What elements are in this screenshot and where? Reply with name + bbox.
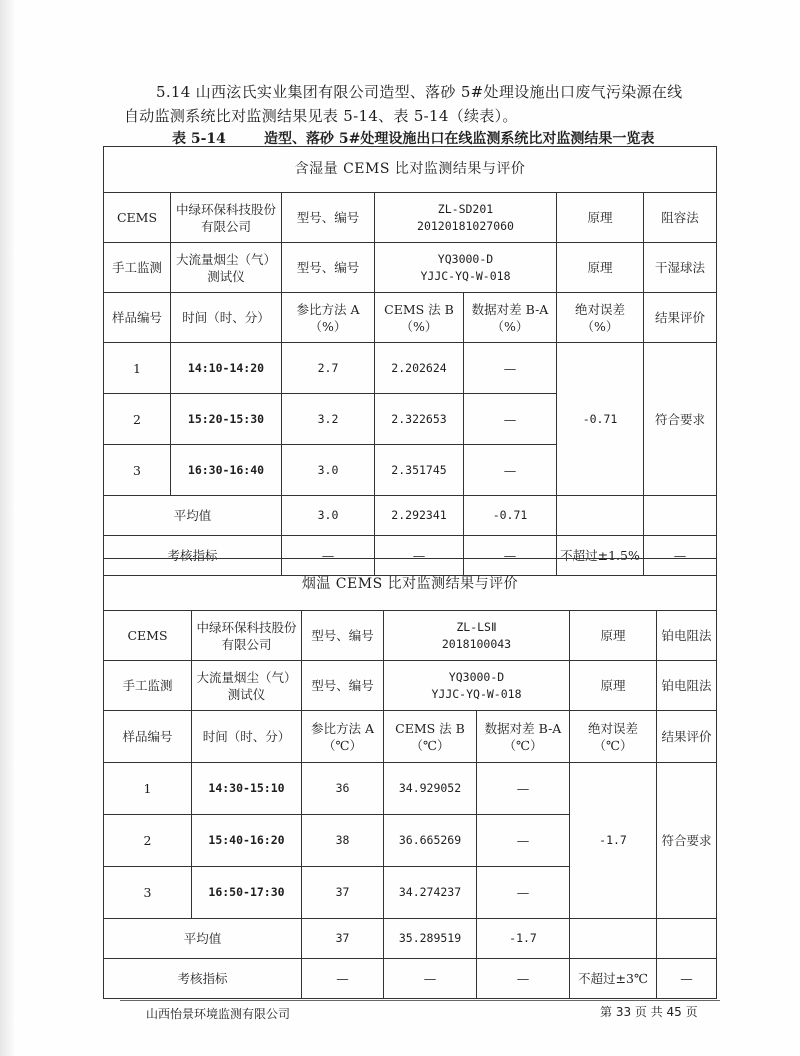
humidity-comparison-table [103, 146, 717, 576]
average-empty-cell [570, 919, 657, 959]
table-caption [172, 128, 654, 148]
cems-info-row [104, 193, 717, 243]
section-title: 烟温 CEMS 比对监测结果与评价 [104, 559, 717, 611]
sample-id: 3 [104, 445, 171, 496]
manual-label: 手工监测 [104, 243, 171, 293]
header-cems-label: CEMS 法 B [395, 720, 465, 736]
model-label: 型号、编号 [282, 193, 375, 243]
diff-value: — [464, 445, 557, 496]
header-ref [302, 711, 384, 763]
table-number: 表 5-14 [172, 131, 226, 147]
average-label: 平均值 [104, 496, 282, 536]
header-diff [464, 293, 557, 343]
manual-serial: YJJC-YQ-W-018 [431, 686, 522, 701]
diff-value: — [477, 763, 570, 815]
average-empty-cell [644, 496, 717, 536]
header-diff-unit: （℃） [503, 737, 543, 753]
criteria-label: 考核指标 [104, 536, 282, 576]
principle-label: 原理 [570, 611, 657, 661]
cems-value: 34.274237 [384, 867, 477, 919]
cems-label: CEMS [104, 193, 171, 243]
header-abs-error [557, 293, 644, 343]
header-sample: 样品编号 [104, 293, 171, 343]
cems-serial: 2018100043 [441, 636, 512, 651]
header-time: 时间（时、分） [171, 293, 282, 343]
sample-id: 1 [104, 343, 171, 394]
header-ref-label: 参比方法 A [296, 301, 360, 317]
average-diff: -0.71 [464, 496, 557, 536]
criteria-label: 考核指标 [104, 959, 302, 999]
header-cems [375, 293, 464, 343]
sample-time: 15:20-15:30 [171, 394, 282, 445]
sample-time: 15:40-16:20 [192, 815, 302, 867]
ref-value: 38 [302, 815, 384, 867]
principle-label: 原理 [557, 243, 644, 293]
header-diff-label: 数据对差 B-A [484, 720, 562, 736]
cems-info-row [104, 611, 717, 661]
ref-value: 36 [302, 763, 384, 815]
cems-serial: 20120181027060 [417, 218, 514, 233]
header-ref [282, 293, 375, 343]
manual-principle: 铂电阻法 [657, 661, 717, 711]
criteria-limit: 不超过±3℃ [570, 959, 657, 999]
header-abs-error-unit: （℃） [593, 737, 633, 753]
criteria-ref: — [282, 536, 375, 576]
manual-instrument: 大流量烟尘（气）测试仪 [192, 661, 302, 711]
sample-time: 14:10-14:20 [171, 343, 282, 394]
criteria-row [104, 959, 717, 999]
header-abs-error-label: 绝对误差 [587, 720, 638, 736]
footer-divider [120, 1000, 720, 1001]
header-ref-unit: （%） [309, 318, 347, 334]
heading-line-1: 5.14 山西泫氏实业集团有限公司造型、落砂 5#处理设施出口废气污染源在线 [156, 83, 683, 101]
evaluation-value: 符合要求 [644, 343, 717, 496]
ref-value: 3.2 [282, 394, 375, 445]
sample-id: 1 [104, 763, 192, 815]
cems-value: 2.202624 [375, 343, 464, 394]
diff-value: — [464, 343, 557, 394]
column-header-row [104, 711, 717, 763]
header-abs-error [570, 711, 657, 763]
criteria-eval: — [657, 959, 717, 999]
cems-principle: 铂电阻法 [657, 611, 717, 661]
manual-model-number: YQ3000-D [437, 251, 494, 266]
average-empty-cell [657, 919, 717, 959]
header-ref-label: 参比方法 A [310, 720, 374, 736]
abs-error-value: -1.7 [570, 763, 657, 919]
average-ref: 37 [302, 919, 384, 959]
sample-time: 16:30-16:40 [171, 445, 282, 496]
manual-model [384, 661, 570, 711]
cems-model [375, 193, 557, 243]
header-diff [477, 711, 570, 763]
criteria-diff: — [477, 959, 570, 999]
abs-error-value: -0.71 [557, 343, 644, 496]
cems-value: 2.351745 [375, 445, 464, 496]
sample-id: 3 [104, 867, 192, 919]
criteria-eval: — [644, 536, 717, 576]
manual-info-row [104, 243, 717, 293]
principle-label: 原理 [570, 661, 657, 711]
manual-serial: YJJC-YQ-W-018 [420, 268, 511, 283]
table-row [104, 763, 717, 815]
criteria-cems: — [375, 536, 464, 576]
model-label: 型号、编号 [302, 661, 384, 711]
header-ref-unit: （℃） [323, 737, 362, 753]
criteria-ref: — [302, 959, 384, 999]
sample-time: 14:30-15:10 [192, 763, 302, 815]
header-abs-error-unit: （%） [581, 318, 619, 334]
cems-model-number: ZL-LSⅡ [456, 619, 497, 634]
sample-id: 2 [104, 815, 192, 867]
footer-organization: 山西怡景环境监测有限公司 [146, 1007, 291, 1021]
average-cems: 2.292341 [375, 496, 464, 536]
model-label: 型号、编号 [282, 243, 375, 293]
header-eval: 结果评价 [644, 293, 717, 343]
header-time: 时间（时、分） [192, 711, 302, 763]
cems-value: 36.665269 [384, 815, 477, 867]
sample-id: 2 [104, 394, 171, 445]
criteria-limit: 不超过±1.5% [557, 536, 644, 576]
ref-value: 37 [302, 867, 384, 919]
model-label: 型号、编号 [302, 611, 384, 661]
ref-value: 2.7 [282, 343, 375, 394]
table-row [104, 343, 717, 394]
header-cems [384, 711, 477, 763]
cems-value: 2.322653 [375, 394, 464, 445]
header-cems-label: CEMS 法 B [384, 301, 454, 317]
principle-label: 原理 [557, 193, 644, 243]
cems-model [384, 611, 570, 661]
header-cems-unit: （℃） [410, 737, 450, 753]
page-number: 第 33 页 共 45 页 [600, 1005, 698, 1019]
heading-line-2: 自动监测系统比对监测结果见表 5-14、表 5-14（续表）。 [124, 107, 518, 125]
diff-value: — [477, 815, 570, 867]
criteria-diff: — [464, 536, 557, 576]
cems-label: CEMS [104, 611, 192, 661]
evaluation-value: 符合要求 [657, 763, 717, 919]
header-sample: 样品编号 [104, 711, 192, 763]
table-title-row [104, 147, 717, 193]
manual-instrument: 大流量烟尘（气）测试仪 [171, 243, 282, 293]
average-row [104, 919, 717, 959]
header-diff-label: 数据对差 B-A [471, 301, 549, 317]
average-diff: -1.7 [477, 919, 570, 959]
diff-value: — [477, 867, 570, 919]
section-title: 含湿量 CEMS 比对监测结果与评价 [104, 147, 717, 193]
page-edge-shadow [0, 0, 14, 1056]
manual-label: 手工监测 [104, 661, 192, 711]
table-title-row [104, 559, 717, 611]
table-title: 造型、落砂 5#处理设施出口在线监测系统比对监测结果一览表 [264, 131, 655, 147]
cems-vendor: 中绿环保科技股份有限公司 [192, 611, 302, 661]
temperature-comparison-table [103, 558, 717, 999]
section-heading [124, 80, 714, 128]
cems-principle: 阻容法 [644, 193, 717, 243]
average-label: 平均值 [104, 919, 302, 959]
column-header-row [104, 293, 717, 343]
criteria-cems: — [384, 959, 477, 999]
average-empty-cell [557, 496, 644, 536]
manual-model-number: YQ3000-D [448, 669, 505, 684]
manual-principle: 干湿球法 [644, 243, 717, 293]
header-diff-unit: （%） [491, 318, 529, 334]
average-row [104, 496, 717, 536]
header-cems-unit: （%） [400, 318, 438, 334]
cems-model-number: ZL-SD201 [437, 201, 494, 216]
manual-model [375, 243, 557, 293]
cems-value: 34.929052 [384, 763, 477, 815]
cems-vendor: 中绿环保科技股份有限公司 [171, 193, 282, 243]
average-cems: 35.289519 [384, 919, 477, 959]
average-ref: 3.0 [282, 496, 375, 536]
header-abs-error-label: 绝对误差 [574, 301, 625, 317]
diff-value: — [464, 394, 557, 445]
manual-info-row [104, 661, 717, 711]
header-eval: 结果评价 [657, 711, 717, 763]
ref-value: 3.0 [282, 445, 375, 496]
sample-time: 16:50-17:30 [192, 867, 302, 919]
